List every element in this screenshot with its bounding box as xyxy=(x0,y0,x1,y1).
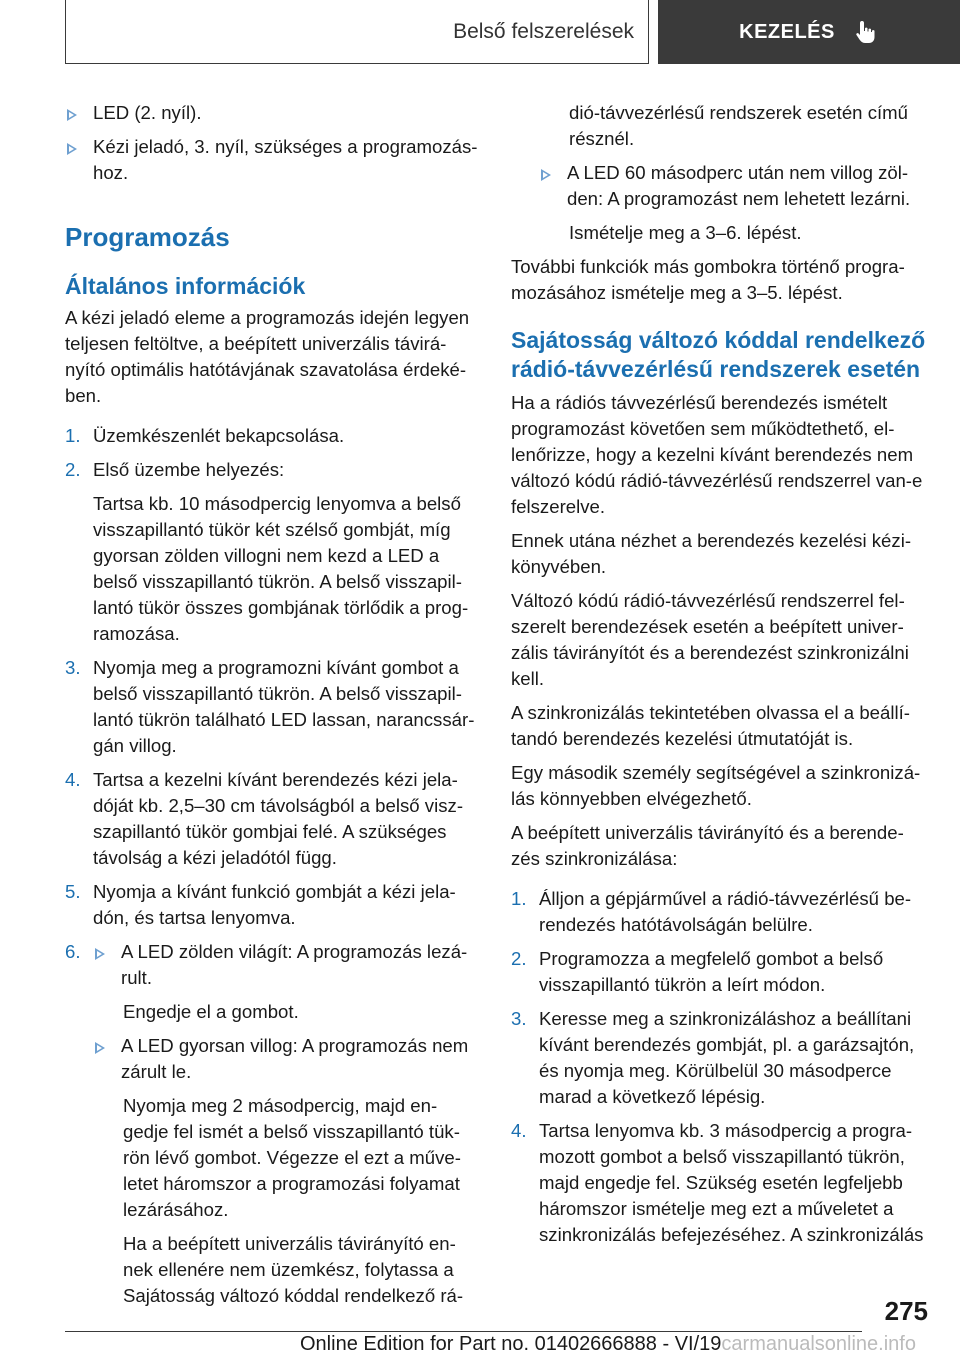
step-number: 3. xyxy=(511,1008,527,1029)
step-1 xyxy=(65,423,480,449)
manual-reference: Ennek utána nézhet a berendezés kezelési kézi-könyvében. xyxy=(511,530,912,577)
step-number: 6. xyxy=(65,941,81,962)
step-number: 2. xyxy=(65,459,81,480)
right-column xyxy=(511,100,931,1248)
step-2 xyxy=(65,457,480,483)
step-number: 2. xyxy=(511,948,527,969)
section-title: Belső felszerelések xyxy=(453,19,634,43)
chapter-title: KEZELÉS xyxy=(739,20,835,43)
edition-text: Online Edition for Part no. 01402666888 - VI/19 xyxy=(300,1333,722,1355)
step-number: 3. xyxy=(65,657,81,678)
step-text: Tartsa a kezelni kívánt berendezés kézi jela-dóját kb. 2,5–30 cm távolságból a belső visz-szapillantó tükör gombjai felé. A szükséges távolság a kézi jeladótól függ. xyxy=(93,769,464,868)
step-number: 1. xyxy=(511,888,527,909)
hand-pointer-icon xyxy=(853,19,879,45)
left-column xyxy=(65,100,480,1309)
bullet-remote: Kézi jeladó, 3. nyíl, szükséges a programozás-hoz. xyxy=(65,134,480,186)
step-6-led-fast-text: A LED gyorsan villog: A programozás nem zárult le. xyxy=(93,1033,480,1085)
header-section xyxy=(65,0,649,64)
second-person: Egy második személy segítségével a szinkronizá-lás könnyebben elvégezhető. xyxy=(511,762,921,809)
step-text: Álljon a gépjárművel a rádió-távvezérlésű be-rendezés hatótávolságán belülre. xyxy=(539,888,912,935)
more-functions-paragraph: További funkciók más gombokra történő progra-mozásához ismételje meg a 3–5. lépést. xyxy=(511,256,905,303)
step-6-release: Engedje el a gombot. xyxy=(123,1001,299,1022)
step-number: 4. xyxy=(511,1120,527,1141)
heading-programming: Programozás xyxy=(65,222,230,252)
step-6-led-green: A LED zölden világít: A programozás lezá-rult. xyxy=(93,939,480,991)
read-manual: A szinkronizálás tekintetében olvassa el a beállí-tandó berendezés kezelési útmutatóját is. xyxy=(511,702,910,749)
bullet-led-60s xyxy=(511,160,931,212)
step-3 xyxy=(65,655,480,759)
step-6-repeat: Nyomja meg 2 másodpercig, majd en-gedje fel ismét a belső visszapillantó tük-rön lévő gombot. Végezze el ezt a műve-letet háromszor a programozási folyamat lezárásához. xyxy=(123,1095,461,1220)
step-text: Nyomja a kívánt funkció gombját a kézi jela-dón, és tartsa lenyomva. xyxy=(93,881,456,928)
page-number: 275 xyxy=(884,1296,928,1326)
sync-step-2 xyxy=(511,946,931,998)
step-2-detail: Tartsa kb. 10 másodpercig lenyomva a belső visszapillantó tükör két szélső gombját, míg gyorsan zölden villogni nem kezd a LED a belső visszapillantó tükrön. A belső visszapil-lantó tükör összes gombjának törlődik a prog-ramozása. xyxy=(93,493,469,644)
step-text: Üzemkészenlét bekapcsolása. xyxy=(93,425,345,446)
bullet-led-60s-text: A LED 60 másodperc után nem villog zöl-den: A programozást nem lehetett lezárni. xyxy=(539,160,931,212)
step-number: 4. xyxy=(65,769,81,790)
step-6 xyxy=(65,939,480,991)
step-text: Tartsa lenyomva kb. 3 másodpercig a progra-mozott gombot a belső visszapillantó tükrön, majd engedje fel. Szükség esetén legfeljebb háromszor ismételje meg ezt a műveletet a szinkronizálás befejezéséhez. A szinkronizálás xyxy=(539,1120,924,1245)
footer-divider xyxy=(65,1331,862,1332)
sync-step-4 xyxy=(511,1118,931,1248)
sync-step-1 xyxy=(511,886,931,938)
sync-required: Változó kódú rádió-távvezérlésű rendszerrel fel-szerelt berendezések esetén a beépített univer-zális távirányítót és a berendezést szinkronizálni kell. xyxy=(511,590,909,689)
heading-general-info: Általános információk xyxy=(65,273,306,299)
sync-heading-text: A beépített univerzális távirányító és a berende-zés szinkronizálása: xyxy=(511,822,904,869)
sync-step-3 xyxy=(511,1006,931,1110)
continued-text: dió-távvezérlésű rendszerek esetén című résznél. xyxy=(569,102,908,149)
step-text: Nyomja meg a programozni kívánt gombot a belső visszapillantó tükrön. A belső visszapil-lantó tükrön található LED lassan, narancssár-gán villog. xyxy=(93,657,475,756)
footer-edition xyxy=(300,1333,916,1356)
rolling-code-intro: Ha a rádiós távvezérlésű berendezés ismételt programozást követően sem működtethető, el-lenőrizze, hogy a kezelni kívánt berendezés nem változó kódú rádió-távvezérlésű rendszerrel van-e felszerelve. xyxy=(511,392,923,517)
repeat-steps: Ismételje meg a 3–6. lépést. xyxy=(569,222,802,243)
step-number: 5. xyxy=(65,881,81,902)
header-chapter xyxy=(658,0,960,64)
step-5 xyxy=(65,879,480,931)
intro-paragraph: A kézi jeladó eleme a programozás idején legyen teljesen feltöltve, a beépített univerzális távirá-nyító optimális hatótávjának szavatolása érdeké-ben. xyxy=(65,307,470,406)
step-number: 1. xyxy=(65,425,81,446)
watermark-text: carmanualsonline.info xyxy=(721,1333,916,1355)
heading-rolling-code: Sajátosság változó kóddal rendelkező rádió-távvezérlésű rendszerek esetén xyxy=(511,327,926,382)
bullet-led: LED (2. nyíl). xyxy=(65,100,480,126)
step-6-led-fast xyxy=(65,1033,480,1085)
step-6-continue: Ha a beépített univerzális távirányító en-nek ellenére nem üzemkész, folytassa a Sajátosság változó kóddal rendelkező rá- xyxy=(123,1233,464,1306)
step-text: Első üzembe helyezés: xyxy=(93,459,285,480)
step-4 xyxy=(65,767,480,871)
step-text: Keresse meg a szinkronizáláshoz a beállítani kívánt berendezés gombját, pl. a garázsajtón, és nyomja meg. Körülbelül 30 másodperce marad a következő lépésig. xyxy=(539,1008,915,1107)
step-text: Programozza a megfelelő gombot a belső visszapillantó tükrön a leírt módon. xyxy=(539,948,884,995)
